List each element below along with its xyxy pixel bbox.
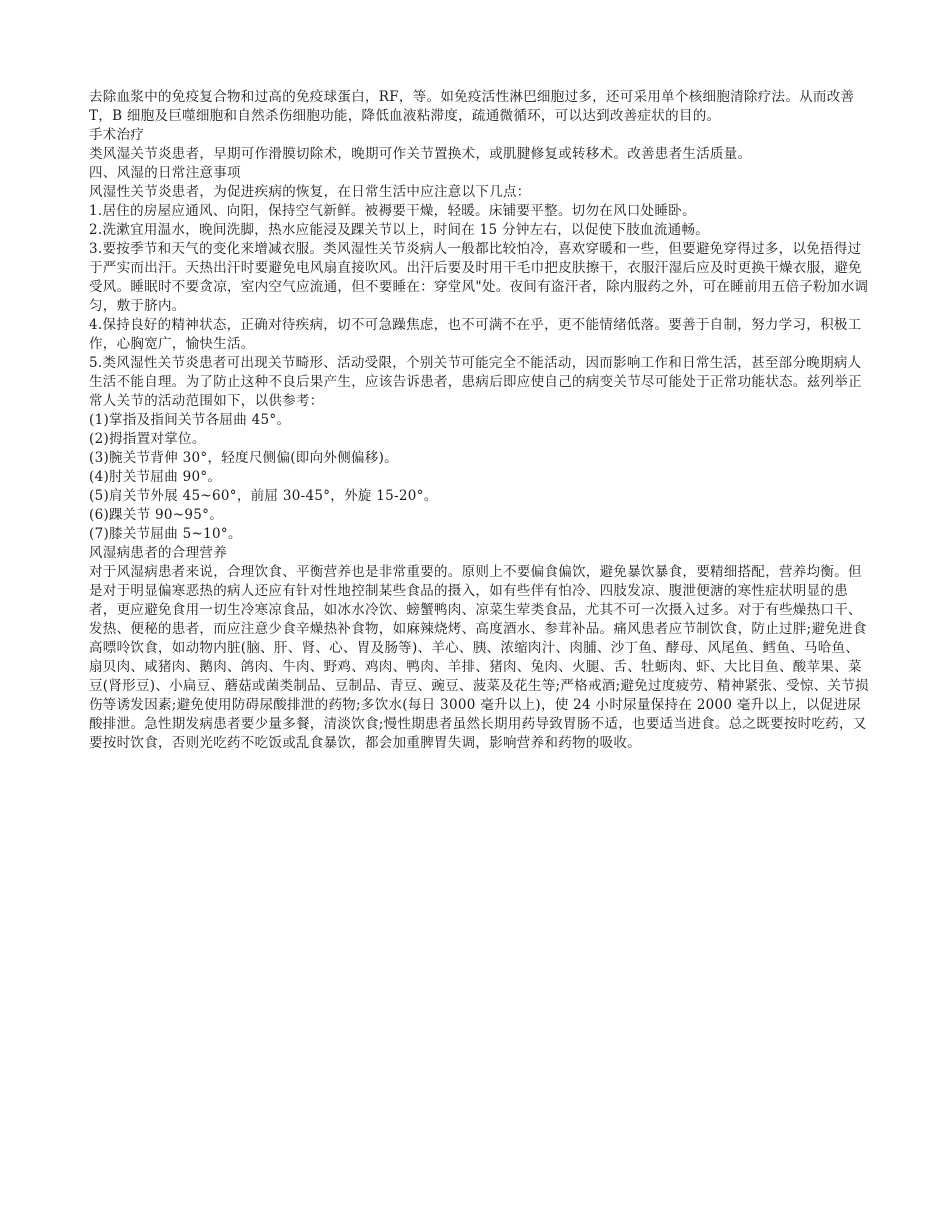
paragraph-daily-intro: 风湿性关节炎患者，为促进疾病的恢复，在日常生活中应注意以下几点： [89,184,531,200]
list-item-3-clothing: 3.要按季节和天气的变化来增减衣服。类风湿性关节炎病人一般都比较怕冷，喜欢穿暖和一些，但要避免穿得过多，以免捂得过于严实而出汗。天热出汗时要避免电风扇直接吹风。出汗后要及时用干毛巾把皮肤擦干，衣服汗湿后应及时更换干燥衣服，避免受风。睡眠时不要贪凉，室内空气应流通，但不要睡在：穿堂风"处。夜间有盗汗者，除内服药之外，可在睡前用五倍子粉加水调匀，敷于脐内。 [89,241,869,314]
joint-range-3: (3)腕关节背伸 30°，轻度尺侧偏(即向外侧偏移)。 [89,450,398,466]
joint-range-4: (4)肘关节屈曲 90°。 [89,469,222,485]
joint-range-5: (5)肩关节外展 45~60°，前屈 30-45°，外旋 15-20°。 [89,488,438,504]
document-body [89,88,871,753]
list-item-1-housing: 1.居住的房屋应通风、向阳，保持空气新鲜。被褥要干燥，轻暖。床铺要平整。切勿在风口处睡卧。 [89,203,696,219]
list-item-5-joints: 5.类风湿性关节炎患者可出现关节畸形、活动受限，个别关节可能完全不能活动，因而影响工作和日常生活，甚至部分晚期病人生活不能自理。为了防止这种不良后果产生，应该告诉患者，患病后即应使自己的病变关节尽可能处于正常功能状态。兹列举正常人关节的活动范围如下，以供参考： [89,355,862,409]
paragraph-surgery: 类风湿关节炎患者，早期可作滑膜切除术，晚期可作关节置换术，或肌腱修复或转移术。改善患者生活质量。 [89,146,752,162]
list-item-2-washing: 2.洗漱宜用温水，晚间洗脚，热水应能浸及踝关节以上，时间在 15 分钟左右，以促使下肢血流通畅。 [89,222,710,238]
paragraph-immune-clearance: 去除血浆中的免疫复合物和过高的免疫球蛋白，RF，等。如免疫活性淋巴细胞过多，还可采用单个核细胞清除疗法。从而改善 T，B 细胞及巨噬细胞和自然杀伤细胞功能，降低血液粘滞度，疏通微循环，可以达到改善症状的目的。 [89,89,855,124]
section-heading-daily-care: 四、风湿的日常注意事项 [89,165,241,181]
joint-range-2: (2)拇指置对掌位。 [89,431,206,447]
heading-nutrition: 风湿病患者的合理营养 [89,545,227,561]
joint-range-7: (7)膝关节屈曲 5~10°。 [89,526,242,542]
joint-range-1: (1)掌指及指间关节各屈曲 45°。 [89,412,291,428]
list-item-4-mental: 4.保持良好的精神状态，正确对待疾病，切不可急躁焦虑，也不可满不在乎，更不能情绪低落。要善于自制，努力学习，积极工作，心胸宽广，愉快生活。 [89,317,862,352]
paragraph-nutrition: 对于风湿病患者来说，合理饮食、平衡营养也是非常重要的。原则上不要偏食偏饮，避免暴饮暴食，要精细搭配，营养均衡。但是对于明显偏寒恶热的病人还应有针对性地控制某些食品的摄入，如有些伴有怕冷、四肢发凉、腹泄便溏的寒性症状明显的患者，更应避免食用一切生冷寒凉食品，如冰水冷饮、螃蟹鸭肉、凉菜生荤类食品，尤其不可一次摄入过多。对于有些燥热口干、发热、便秘的患者，而应注意少食辛燥热补食物，如麻辣烧烤、高度酒水、参茸补品。痛风患者应节制饮食，防止过胖;避免进食高嘌呤饮食，如动物内脏(脑、肝、肾、心、胃及肠等)、羊心、胰、浓缩肉汁、肉脯、沙丁鱼、酵母、风尾鱼、鳕鱼、马哈鱼、扇贝肉、咸猪肉、鹅肉、鸽肉、牛肉、野鸡、鸡肉、鸭肉、羊排、猪肉、兔肉、火腿、舌、牡蛎肉、虾、大比目鱼、酸苹果、菜豆(肾形豆)、小扁豆、蘑菇或菌类制品、豆制品、青豆、豌豆、菠菜及花生等;严格戒酒;避免过度疲劳、精神紧张、受惊、关节损伤等诱发因素;避免使用防碍尿酸排泄的药物;多饮水(每日 3000 毫升以上)，使 24 小时尿量保持在 2000 毫升以上，以促进尿酸排泄。急性期发病患者要少量多餐，清淡饮食;慢性期患者虽然长期用药导致胃肠不适，也要适当进食。总之既要按时吃药，又要按时饮食，否则光吃药不吃饭或乱食暴饮，都会加重脾胃失调，影响营养和药物的吸收。 [89,564,869,751]
joint-range-6: (6)踝关节 90~95°。 [89,507,224,523]
heading-surgery: 手术治疗 [89,127,145,143]
